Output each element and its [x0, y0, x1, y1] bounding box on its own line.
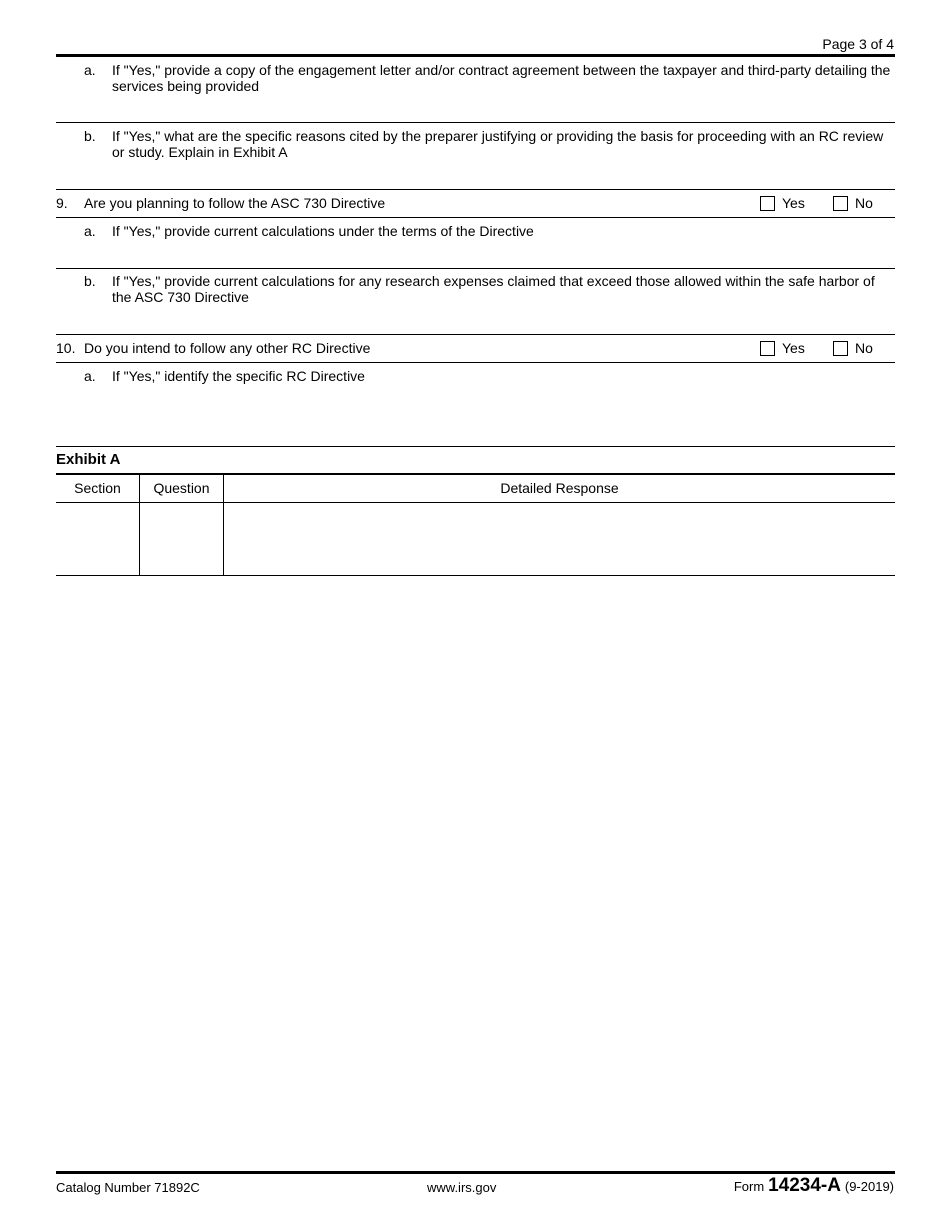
q10-yes-checkbox[interactable] [760, 341, 775, 356]
footer-rule [56, 1171, 895, 1174]
catalog-number: Catalog Number 71892C [56, 1180, 200, 1195]
column-header-question: Question [153, 480, 210, 496]
q10-number: 10. [56, 340, 76, 356]
form-identifier [734, 1175, 894, 1198]
q9a-text: If "Yes," provide current calculations under the terms of the Directive [112, 223, 534, 239]
form-number: 14234-A [768, 1175, 841, 1196]
q9-no-label: No [855, 195, 873, 211]
q8a-letter: a. [84, 62, 96, 78]
divider [56, 122, 895, 123]
q9-text: Are you planning to follow the ASC 730 Directive [84, 195, 386, 211]
exhibit-table [56, 475, 895, 576]
divider [56, 334, 895, 335]
column-header-section: Section [74, 480, 121, 496]
divider [56, 362, 895, 363]
website-link[interactable]: www.irs.gov [427, 1180, 497, 1195]
divider [56, 189, 895, 190]
q10-yes-label: Yes [782, 340, 805, 356]
detailed-response-cell[interactable] [224, 503, 895, 575]
q10-no-label: No [855, 340, 873, 356]
q8a-text: If "Yes," provide a copy of the engagement letter and/or contract agreement between the taxpayer and third-party detailing the services being provided [112, 62, 891, 94]
q9b-letter: b. [84, 273, 96, 289]
page-number: Page 3 of 4 [822, 36, 894, 52]
q9-no-checkbox[interactable] [833, 196, 848, 211]
q8b-text: If "Yes," what are the specific reasons cited by the preparer justifying or providing the basis for proceeding with an RC review or study. Explain in Exhibit A [112, 128, 884, 160]
question-cell[interactable] [140, 503, 223, 575]
q9-number: 9. [56, 195, 68, 211]
q10-text: Do you intend to follow any other RC Directive [84, 340, 371, 356]
table-row [56, 503, 895, 575]
exhibit-title: Exhibit A [56, 451, 121, 468]
q10a-text: If "Yes," identify the specific RC Directive [112, 368, 365, 384]
table-bottom-rule [56, 575, 895, 576]
q9-yes-checkbox[interactable] [760, 196, 775, 211]
divider [56, 217, 895, 218]
q8b-letter: b. [84, 128, 96, 144]
column-header-detailed-response: Detailed Response [500, 480, 619, 496]
divider [56, 268, 895, 269]
q9a-letter: a. [84, 223, 96, 239]
header-rule [56, 54, 895, 57]
section-cell[interactable] [56, 503, 139, 575]
q10a-letter: a. [84, 368, 96, 384]
exhibit-top-rule [56, 446, 895, 447]
q10-no-checkbox[interactable] [833, 341, 848, 356]
form-date: (9-2019) [844, 1179, 894, 1194]
q9-yes-label: Yes [782, 195, 805, 211]
q9b-text: If "Yes," provide current calculations for any research expenses claimed that exceed those allowed within the safe harbor of the ASC 730 Directive [112, 273, 875, 305]
form-prefix: Form [733, 1179, 765, 1194]
